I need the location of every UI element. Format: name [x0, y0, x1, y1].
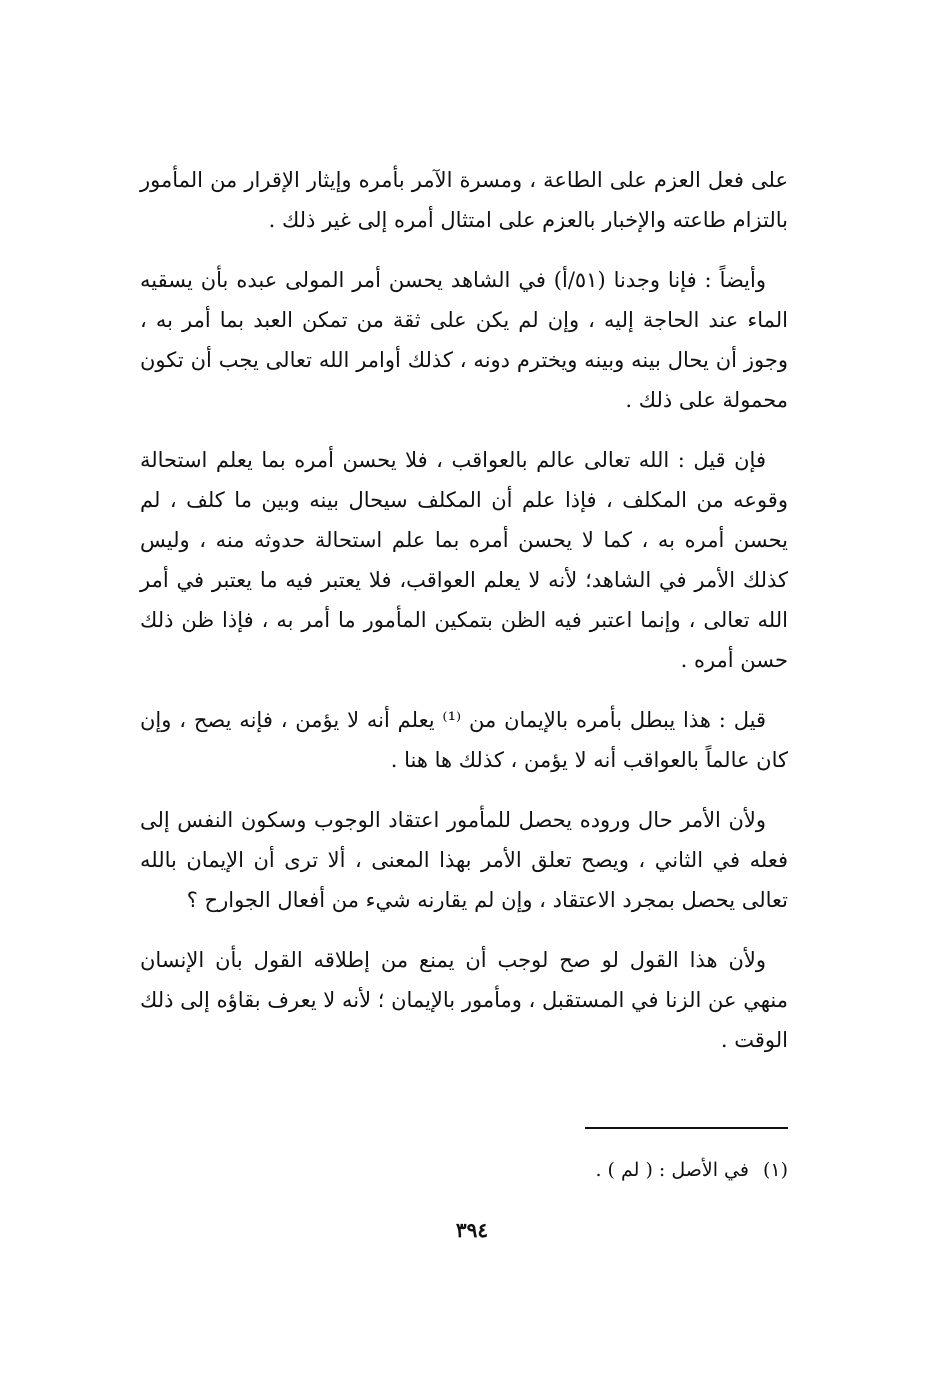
paragraph-2: وأيضاً : فإنا وجدنا (٥١/أ) في الشاهد يحسن أمر المولى عبده بأن يسقيه الماء عند الحاجة إليه ، وإن لم يكن على ثقة من تمكن العبد بما أمر به ، وجوز أن يحال بينه وبينه ويخترم دونه ، كذلك أوامر الله تعالى يجب أن تكون محمولة على ذلك .	[140, 268, 788, 412]
paragraph-6: ولأن هذا القول لو صح لوجب أن يمنع من إطلاقه القول بأن الإنسان منهي عن الزنا في المستقبل ، ومأمور بالإيمان ؛ لأنه لا يعرف بقاؤه إلى ذلك الوقت .	[140, 948, 788, 1052]
footnote-number: (١)	[762, 1159, 788, 1181]
paragraph-3: فإن قيل : الله تعالى عالم بالعواقب ، فلا يحسن أمره بما يعلم استحالة وقوعه من المكلف ، فإذا علم أن المكلف سيحال بينه وبين ما كلف ، لم يحسن أمره به ، كما لا يحسن أمره بما علم استحالة حدوثه منه ، وليس كذلك الأمر في الشاهد؛ لأنه لا يعلم العواقب، فلا يعتبر فيه ما يعتبر في أمر الله تعالى ، وإنما اعتبر فيه الظن بتمكين المأمور ما أمر به ، فإذا ظن ذلك حسن أمره .	[140, 448, 788, 672]
paragraph-5: ولأن الأمر حال وروده يحصل للمأمور اعتقاد الوجوب وسكون النفس إلى فعله في الثاني ، ويصح تعلق الأمر بهذا المعنى ، ألا ترى أن الإيمان بالله تعالى يحصل بمجرد الاعتقاد ، وإن لم يقارنه شيء من أفعال الجوارح ؟	[140, 808, 788, 912]
paragraph-1: على فعل العزم على الطاعة ، ومسرة الآمر بأمره وإيثار الإقرار من المأمور بالتزام طاعته والإخبار بالعزم على امتثال أمره إلى غير ذلك .	[140, 168, 788, 232]
page-number: ٣٩٤	[455, 1218, 489, 1242]
page-body	[140, 160, 788, 1080]
footnote-text: في الأصل : ( لم ) .	[595, 1159, 749, 1181]
footnote-divider	[585, 1127, 788, 1129]
footnote	[440, 1150, 788, 1190]
paragraph-4: قيل : هذا يبطل بأمره بالإيمان من ⁽¹⁾ يعلم أنه لا يؤمن ، فإنه يصح ، وإن كان عالماً بالعواقب أنه لا يؤمن ، كذلك ها هنا .	[140, 708, 788, 772]
